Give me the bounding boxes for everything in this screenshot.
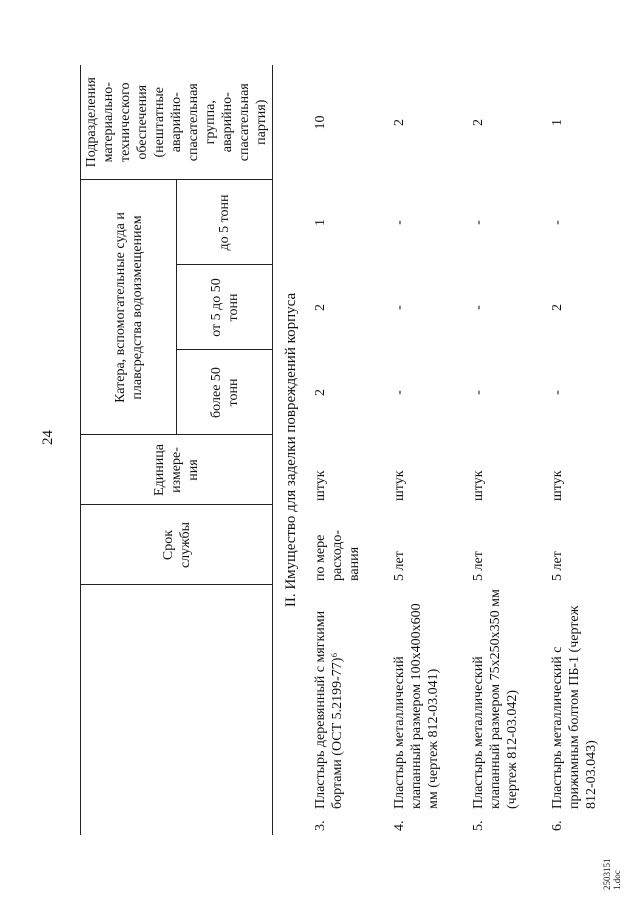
table-row [310,65,389,835]
header-5to50: от 5 до 50 тонн [177,265,273,350]
row-name: Пластырь деревянный с мягкими бортами (ОСТ 5.2199-77)⁶ [313,610,345,809]
header-service-life: Срок службы [81,505,273,585]
row-name: Пластырь металлический с прижимным болтом ПБ-1 (чертеж 812-03.043) [550,605,599,809]
row-name: Пластырь металлический клапанный размером 75х250х350 мм (чертеж 812-03.042) [471,589,520,809]
row-to5: - [550,220,565,225]
row-to5: - [392,220,407,225]
header-unit: Единица измере-ния [81,435,273,505]
rotated-table-page [80,35,640,835]
row-unit: штук [392,470,407,501]
header-over50: более 50 тонн [177,350,273,435]
row-service: по мере расходо-вания [313,529,362,581]
file-footer: 2503151 1.doc [602,858,622,890]
row-to5: - [471,220,486,225]
row-divisions: 10 [313,115,328,130]
row-divisions: 1 [550,119,565,126]
row-service: 5 лет [392,551,407,581]
row-name: Пластырь металлический клапанный размером 100х400х600 мм (чертеж 812-03.041) [392,603,441,809]
row-5to50: - [392,305,407,310]
row-divisions: 2 [392,119,407,126]
row-over50: 2 [313,389,328,396]
row-unit: штук [471,470,486,501]
header-vessels-group: Катера, вспомогательные суда и плавсредства водоизмещением [81,180,177,435]
table-row [547,65,626,835]
row-over50: - [550,390,565,395]
row-5to50: 2 [550,304,565,311]
row-to5: 1 [313,219,328,226]
section-title: II. Имущество для заделки повреждений корпуса [283,292,299,608]
row-service: 5 лет [471,551,486,581]
row-unit: штук [313,470,328,501]
equipment-table [80,65,626,835]
row-number: 6. [550,820,565,831]
row-unit: штук [550,470,565,501]
row-5to50: - [471,305,486,310]
page-number: 24 [40,430,56,445]
row-service: 5 лет [550,551,565,581]
row-divisions: 2 [471,119,486,126]
header-name [81,585,273,835]
header-divisions: Подразделения материально-технического обеспечения (нештатные аварийно-спасательная группа, аварийно-спасательная партия) [81,65,273,180]
row-number: 4. [392,820,407,831]
row-number: 5. [471,820,486,831]
row-number: 3. [313,820,328,831]
row-over50: - [471,390,486,395]
table-row [468,65,547,835]
header-to5: до 5 тонн [177,180,273,265]
row-over50: - [392,390,407,395]
table-row [389,65,468,835]
row-5to50: 2 [313,304,328,311]
